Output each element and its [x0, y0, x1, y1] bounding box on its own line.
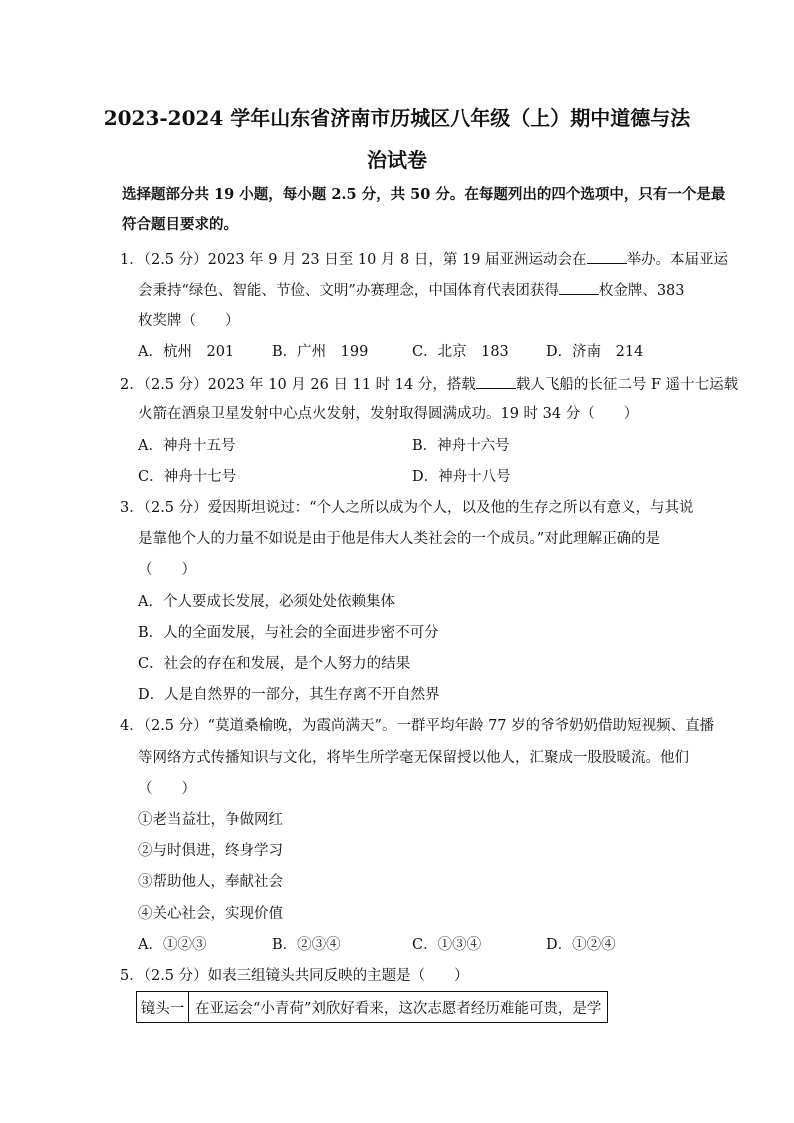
- question-2-option-b[interactable]: B．神舟十六号: [412, 438, 510, 454]
- question-1-text-c: 会秉持“绿色、智能、节俭、文明”办赛理念，中国体育代表团获得: [138, 283, 559, 299]
- question-3-option-c[interactable]: C．社会的存在和发展，是个人努力的结果: [138, 656, 411, 672]
- question-2-text-a: 2．（2.5 分）2023 年 10 月 26 日 11 时 14 分，搭载: [120, 377, 476, 393]
- question-1-line2: [138, 280, 685, 300]
- question-1-option-b[interactable]: B．广州 199: [272, 344, 369, 360]
- question-4-statement-1: ①老当益壮，争做网红: [138, 812, 283, 828]
- answer-blank: [476, 374, 516, 389]
- question-3-option-b[interactable]: B．人的全面发展，与社会的全面进步密不可分: [138, 625, 439, 641]
- table-row: [137, 992, 608, 1023]
- question-4-line1: 4．（2.5 分）“莫道桑榆晚，为霞尚满天”。一群平均年龄 77 岁的爷爷奶奶借助短视频、直播: [120, 718, 715, 734]
- question-2-line2: 火箭在酒泉卫星发射中心点火发射，发射取得圆满成功。19 时 34 分（ ）: [138, 406, 639, 422]
- question-1-option-c[interactable]: C．北京 183: [412, 344, 509, 360]
- question-5-table: [136, 991, 608, 1023]
- question-2-option-a[interactable]: A．神舟十五号: [138, 438, 236, 454]
- question-4-option-d[interactable]: D．①②④: [546, 937, 616, 953]
- question-2-option-d[interactable]: D．神舟十八号: [412, 469, 511, 485]
- question-3-line3: （ ）: [138, 562, 196, 578]
- question-4-statement-2: ②与时俱进，终身学习: [138, 843, 283, 859]
- table-cell-body: 在亚运会“小青荷”刘欣好看来，这次志愿者经历难能可贵，是学: [189, 992, 608, 1023]
- question-1-line1: [120, 249, 728, 269]
- question-3-line1: 3．（2.5 分）爱因斯坦说过：“个人之所以成为个人，以及他的生存之所以有意义，与其说: [120, 500, 694, 516]
- question-1-text-a: 1．（2.5 分）2023 年 9 月 23 日至 10 月 8 日，第 19 届亚洲运动会在: [120, 252, 587, 268]
- question-1-text-b: 举办。本届亚运: [626, 252, 729, 268]
- table-cell-header: 镜头一: [137, 992, 189, 1023]
- question-4-line3: （ ）: [138, 781, 196, 797]
- question-5-line1: 5．（2.5 分）如表三组镜头共同反映的主题是（ ）: [120, 968, 469, 984]
- section-instruction-line2: 符合题目要求的。: [122, 216, 238, 233]
- section-instruction-line1: 选择题部分共 19 小题，每小题 2.5 分，共 50 分。在每题列出的四个选项中，只有一个是最: [122, 186, 726, 203]
- question-1-option-a[interactable]: A．杭州 201: [138, 344, 235, 360]
- question-1-text-d: 枚金牌、383: [598, 283, 685, 299]
- question-4-option-a[interactable]: A．①②③: [138, 937, 207, 953]
- question-4-option-b[interactable]: B．②③④: [272, 937, 341, 953]
- question-4-option-c[interactable]: C．①③④: [412, 937, 482, 953]
- question-3-option-a[interactable]: A．个人要成长发展，必须处处依赖集体: [138, 594, 395, 610]
- question-2-text-b: 载人飞船的长征二号 F 遥十七运载: [515, 377, 739, 393]
- question-2-option-c[interactable]: C．神舟十七号: [138, 469, 237, 485]
- question-4-statement-3: ③帮助他人，奉献社会: [138, 874, 283, 890]
- question-1-line3: 枚奖牌（ ）: [138, 313, 240, 329]
- question-3-option-d[interactable]: D．人是自然界的一部分，其生存离不开自然界: [138, 687, 440, 703]
- question-1-option-d[interactable]: D．济南 214: [546, 344, 644, 360]
- answer-blank: [559, 280, 599, 295]
- question-4-line2: 等网络方式传播知识与文化，将毕生所学毫无保留授以他人，汇聚成一股股暖流。他们: [138, 750, 689, 766]
- question-4-statement-4: ④关心社会，实现价值: [138, 906, 283, 922]
- question-2-line1: [120, 374, 738, 394]
- question-3-line2: 是靠他个人的力量不如说是由于他是伟大人类社会的一个成员。”对此理解正确的是: [138, 531, 661, 547]
- answer-blank: [587, 249, 627, 264]
- exam-title-line1: 2023-2024 学年山东省济南市历城区八年级（上）期中道德与法: [103, 106, 691, 130]
- exam-title-line2: 治试卷: [367, 148, 427, 172]
